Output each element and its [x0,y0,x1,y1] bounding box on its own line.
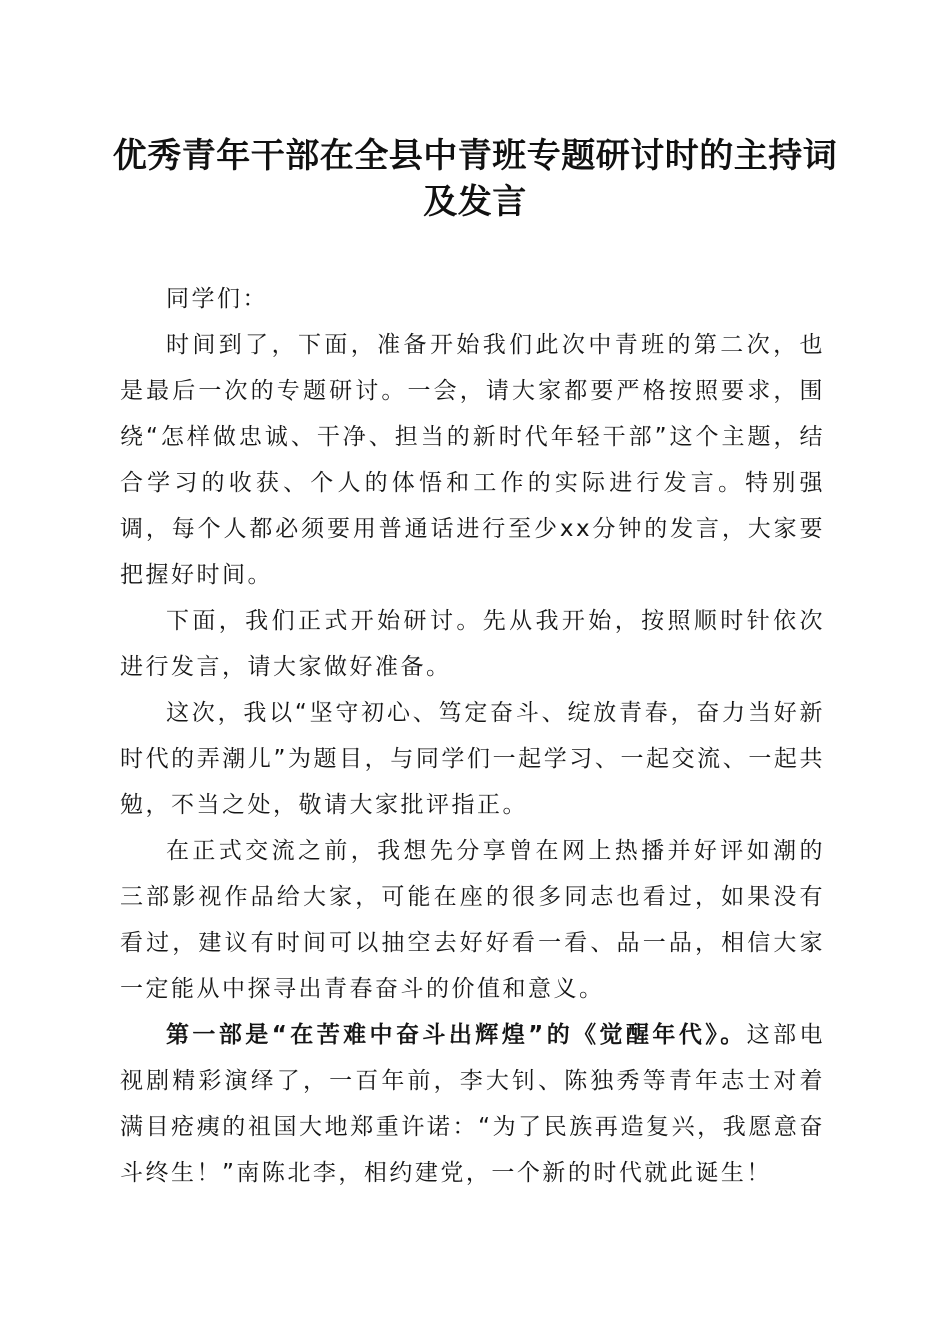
body-paragraph: 在正式交流之前，我想先分享曾在网上热播并好评如潮的三部影视作品给大家，可能在座的很多同志也看过，如果没有看过，建议有时间可以抽空去好好看一看、品一品，相信大家一定能从中探寻出青春奋斗的价值和意义。 [120,838,825,1002]
paragraph-lead-sentence: 第一部是“在苦难中奋斗出辉煌”的《觉醒年代》。 [166,1022,747,1048]
body-paragraph: 下面，我们正式开始研讨。先从我开始，按照顺时针依次进行发言，请大家做好准备。 [120,608,825,680]
body-paragraph: 这次，我以“坚守初心、笃定奋斗、绽放青春，奋力当好新时代的弄潮儿”为题目，与同学们一起学习、一起交流、一起共勉，不当之处，敬请大家批评指正。 [120,700,825,818]
paragraph-rest-text: 这部电视剧精彩演绎了，一百年前，李大钊、陈独秀等青年志士对着满目疮痍的祖国大地郑重许诺：“为了民族再造复兴，我愿意奋斗终生！”南陈北李，相约建党，一个新的时代就此诞生！ [120,1022,826,1186]
body-paragraph: 时间到了，下面，准备开始我们此次中青班的第二次，也是最后一次的专题研讨。一会，请大家都要严格按照要求，围绕“怎样做忠诚、干净、担当的新时代年轻干部”这个主题，结合学习的收获、个人的体悟和工作的实际进行发言。特别强调，每个人都必须要用普通话进行至少xx分钟的发言，大家要把握好时间。 [120,332,825,588]
document-title: 优秀青年干部在全县中青班专题研讨时的主持词及发言 [112,136,838,222]
document-body [120,276,825,1196]
salutation-paragraph: 同学们： [166,286,268,312]
body-paragraph [120,1012,825,1196]
